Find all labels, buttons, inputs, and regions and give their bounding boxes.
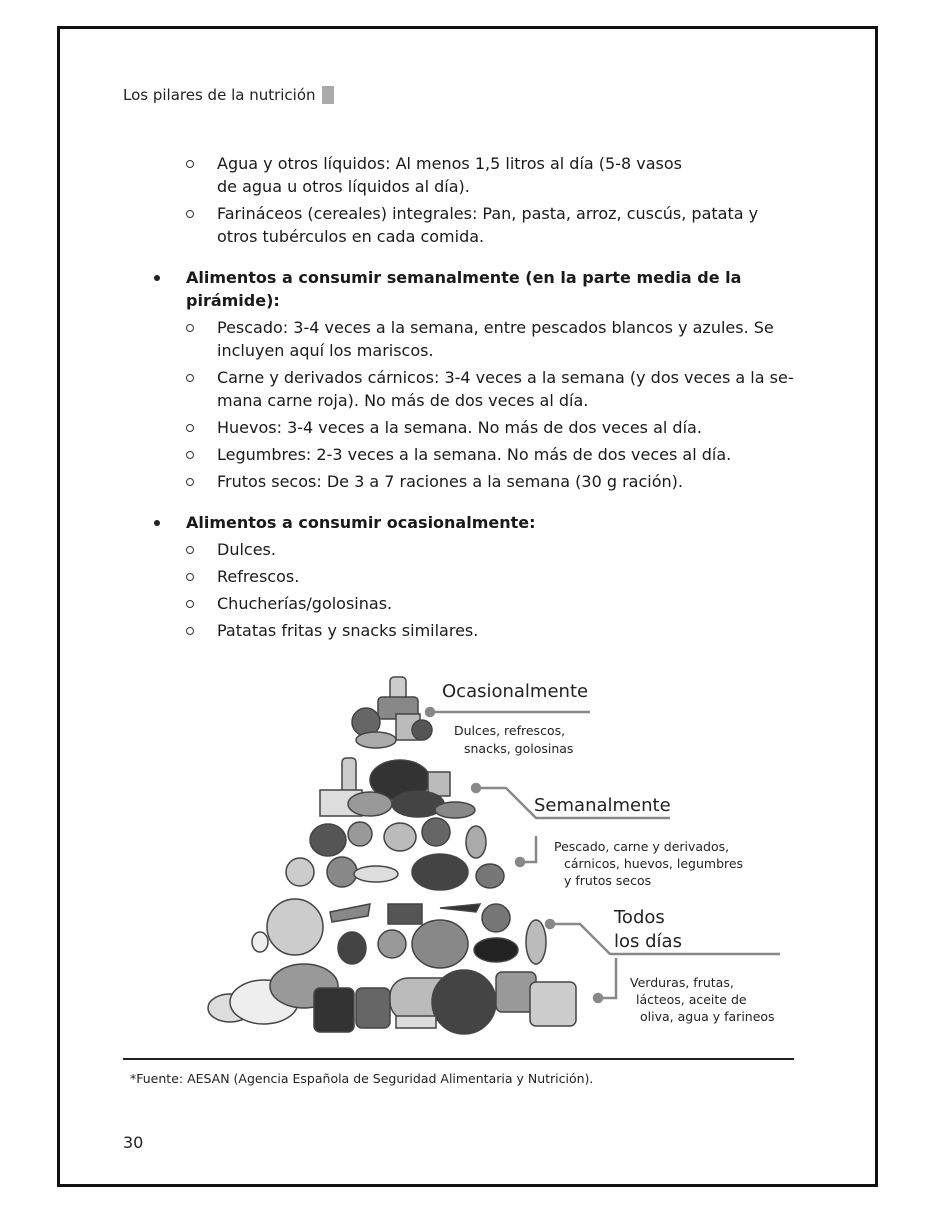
page-number: 30	[123, 1133, 144, 1152]
pyramid-label-ocasional-desc: snacks, golosinas	[464, 741, 574, 756]
list-item: Chucherías/golosinas.	[123, 592, 803, 615]
pyramid-label-ocasional-desc: Dulces, refrescos,	[454, 723, 566, 738]
list-item	[123, 366, 803, 412]
list-item: Huevos: 3-4 veces a la semana. No más de dos veces al día.	[123, 416, 803, 439]
running-head-text: Los pilares de la nutrición	[123, 86, 316, 104]
pyramid-label-diario-desc: lácteos, aceite de	[636, 992, 747, 1007]
pyramid-label-semanal-desc: cárnicos, huevos, legumbres	[564, 856, 744, 871]
main-content	[123, 152, 803, 646]
pyramid-label-diario-desc: oliva, agua y farineos	[640, 1009, 775, 1024]
list-item-line: Pescado: 3-4 veces a la semana, entre pescados blancos y azules. Se	[217, 318, 774, 337]
footnote: *Fuente: AESAN (Agencia Española de Seguridad Alimentaria y Nutrición).	[130, 1071, 594, 1086]
pyramid-label-diario-desc: Verduras, frutas,	[630, 975, 734, 990]
section-heading-weekly: Alimentos a consumir semanalmente (en la parte media de la pirámide):	[123, 266, 803, 312]
list-item: Dulces.	[123, 538, 803, 561]
footnote-divider	[123, 1058, 794, 1060]
pyramid-label-ocasional-title: Ocasionalmente	[442, 681, 589, 702]
pyramid-tier-cereals	[208, 964, 576, 1034]
pyramid-label-semanal-desc: Pescado, carne y derivados,	[554, 839, 730, 854]
list-item: Frutos secos: De 3 a 7 raciones a la semana (30 g ración).	[123, 470, 803, 493]
pyramid-tier-occasional	[352, 677, 432, 748]
list-item-line: Agua y otros líquidos: Al menos 1,5 litros al día (5-8 vasos	[217, 154, 682, 173]
pyramid-label-semanal-desc: y frutos secos	[564, 873, 652, 888]
list-item-line: Farináceos (cereales) integrales: Pan, pasta, arroz, cuscús, patata y	[217, 204, 759, 223]
pyramid-tier-fruits	[286, 818, 504, 890]
list-item: Patatas fritas y snacks similares.	[123, 619, 803, 642]
food-pyramid-figure	[200, 672, 790, 1042]
list-item-line: otros tubérculos en cada comida.	[217, 227, 485, 246]
section-heading-occasional: Alimentos a consumir ocasionalmente:	[123, 511, 803, 534]
running-head	[123, 86, 334, 104]
list-item	[123, 152, 803, 198]
running-head-marker	[322, 86, 334, 104]
pyramid-tier-vegetables	[252, 899, 546, 968]
list-item-line: mana carne roja). No más de dos veces al día.	[217, 391, 589, 410]
list-item: Legumbres: 2-3 veces a la semana. No más de dos veces al día.	[123, 443, 803, 466]
pyramid-label-diario-title: los días	[614, 931, 682, 952]
pyramid-tier-weekly	[320, 758, 475, 818]
list-item: Refrescos.	[123, 565, 803, 588]
pyramid-label-semanal-title: Semanalmente	[534, 795, 671, 816]
list-item-line: incluyen aquí los mariscos.	[217, 341, 434, 360]
list-item-line: Carne y derivados cárnicos: 3-4 veces a la semana (y dos veces a la se-	[217, 368, 794, 387]
list-item	[123, 316, 803, 362]
list-item-line: de agua u otros líquidos al día).	[217, 177, 470, 196]
list-item	[123, 202, 803, 248]
pyramid-label-diario-title: Todos	[614, 907, 665, 928]
